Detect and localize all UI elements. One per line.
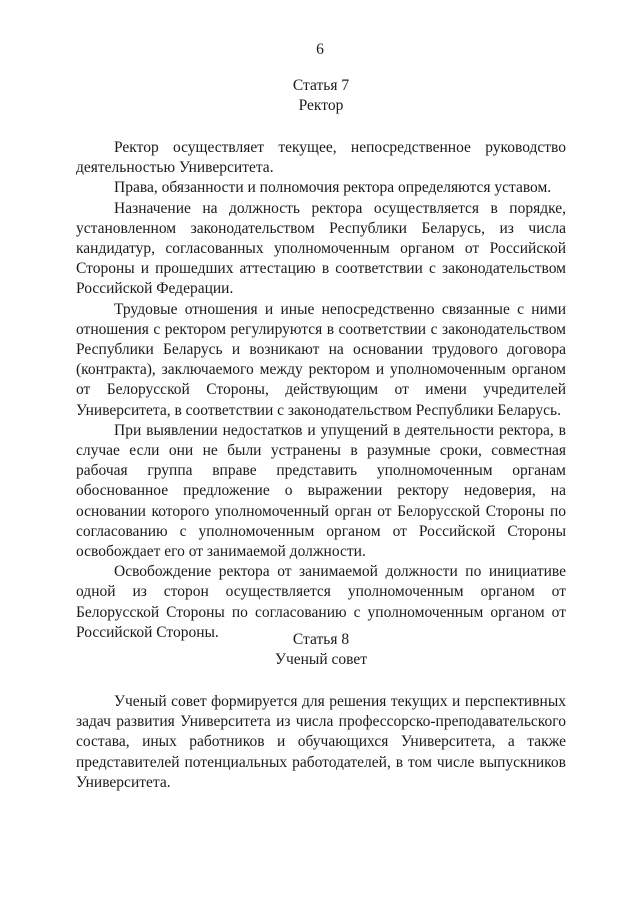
- article-body: [76, 138, 566, 643]
- paragraph: Ректор осуществляет текущее, непосредственное руководство деятельностью Университета.: [76, 139, 566, 177]
- article-number: Статья 8: [292, 631, 350, 648]
- paragraph: Освобождение ректора от занимаемой должности по инициативе одной из сторон осуществляется уполномоченным органом от Белорусской Стороны по согласованию с уполномоченным органом от Российской Стороны.: [76, 563, 566, 641]
- article-heading: [76, 630, 566, 670]
- page-number: 6: [316, 41, 324, 58]
- article-body: [76, 692, 566, 793]
- paragraph: При выявлении недостатков и упущений в деятельности ректора, в случае если они не были устранены в разумные сроки, совместная рабочая группа вправе представить уполномоченным органам обоснованное предложение о выражении ректору недоверия, на основании которого уполномоченный орган от Белорусской Стороны по согласованию с уполномоченным органом от Российской Стороны освобождает его от занимаемой должности.: [76, 421, 566, 561]
- article-title: Ректор: [298, 97, 344, 114]
- article-7: [76, 76, 566, 643]
- paragraph: Ученый совет формируется для решения текущих и перспективных задач развития Университета из числа профессорско-преподавательского состава, иных работников и обучающихся Университета, а также представителей потенциальных работодателей, в том числе выпускников Университета.: [76, 693, 566, 791]
- paragraph: Права, обязанности и полномочия ректора определяются уставом.: [114, 179, 552, 197]
- article-8: [76, 630, 566, 793]
- article-heading: [76, 76, 566, 116]
- article-title: Ученый совет: [274, 651, 368, 668]
- paragraph: Трудовые отношения и иные непосредственно связанные с ними отношения с ректором регулируются в соответствии с законодательством Республики Беларусь и возникают на основании трудового договора (контракта), заключаемого между ректором и уполномоченным органом от Белорусской Стороны, действующим от имени учредителей Университета, в соответствии с законодательством Республики Беларусь.: [76, 300, 566, 419]
- paragraph: Назначение на должность ректора осуществляется в порядке, установленном законодательством Республики Беларусь, из числа кандидатур, согласованных уполномоченным органом от Российской Стороны и прошедших аттестацию в соответствии с законодательством Российской Федерации.: [76, 199, 566, 298]
- article-number: Статья 7: [292, 77, 350, 94]
